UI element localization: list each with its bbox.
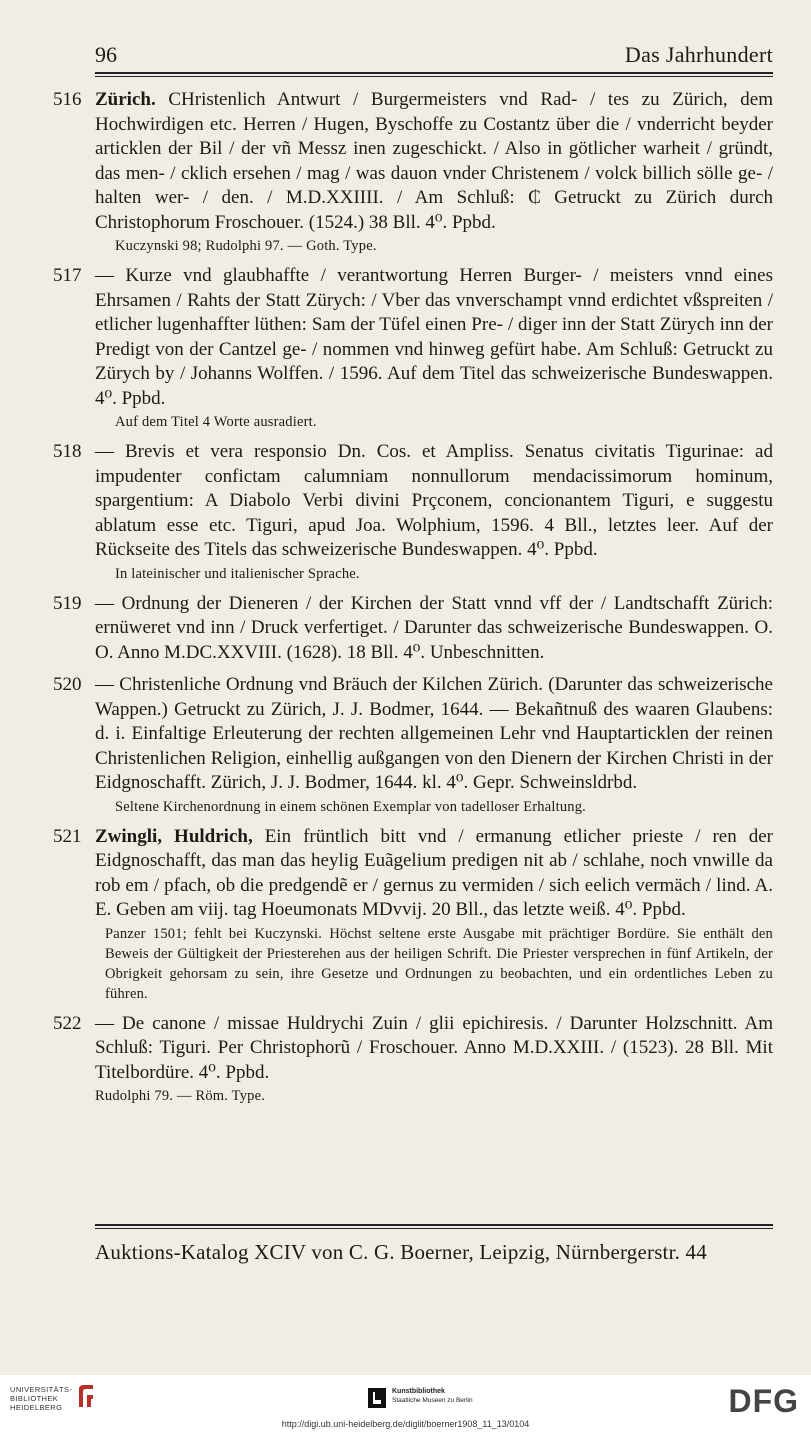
lot-number: 518 (53, 441, 82, 462)
page-number: 96 (95, 42, 117, 67)
header-rule (95, 72, 773, 77)
entry-text (95, 1012, 773, 1086)
running-title: Das Jahrhundert (624, 42, 773, 67)
lot-number: 517 (53, 265, 82, 286)
page-header (95, 38, 773, 72)
catalog-entry (53, 673, 773, 817)
entry-note: Auf dem Titel 4 Worte ausradiert. (115, 414, 317, 430)
kunstbibliothek-logo[interactable] (392, 1387, 473, 1405)
uni-line: BIBLIOTHEK (10, 1394, 59, 1403)
footer-rule (95, 1224, 773, 1229)
catalog-entry (53, 1012, 773, 1107)
catalog-entry (53, 88, 773, 256)
entry-body: — Christenliche Ordnung vnd Bräuch der Kilchen Zürich. (Darunter das schweizerische Wappen.) Getruckt zu Zürich, J. J. Bodmer, 1644. — Bekañtnuß des waaren Glaubens: d. i. Einfaltige Erleuterung der rechten allgemeinen Lehr vnd Hauptarticklen der reinen Christenlichen Religion, einhellig außgangen von den Dienern der Kirchen Christi in der Eidgnoschafft. Zürich, J. J. Bodmer, 1644. kl. 4⁰. Gepr. Schweinsldrbd. (95, 674, 773, 793)
university-library-logo[interactable] (10, 1385, 72, 1412)
entry-text (95, 825, 773, 923)
entry-note: Rudolphi 79. — Röm. Type. (95, 1088, 266, 1104)
source-url[interactable]: http://digi.ub.uni-heidelberg.de/diglit/boerner1908_11_13/0104 (281, 1419, 530, 1429)
uni-line: HEIDELBERG (10, 1403, 63, 1412)
entry-body: Ein früntlich bitt vnd / ermanung etlicher prieste / ren der Eidgnoschafft, das man das heylig Euãgelium predigen nit ab / schlahe, noch vnwille da rob em / pfach, ob die predgendẽ er / gernus zu vermiden / sich eelich vermäch / lind. A. E. Geben am viij. tag Hoeumonats MDvvij. 20 Bll., das letzte weiß. 4⁰. Ppbd. (95, 825, 773, 920)
kunstbibliothek-mark-icon (368, 1388, 386, 1408)
lot-number: 519 (53, 592, 82, 614)
kb-subtitle: Staatliche Museen zu Berlin (392, 1397, 473, 1404)
dfg-logo[interactable]: DFG (728, 1383, 799, 1419)
entry-note: Seltene Kirchenordnung in einem schönen Exemplar von tadelloser Erhaltung. (115, 798, 587, 815)
uni-line: UNIVERSITÄTS- (10, 1385, 73, 1394)
entry-note: Kuczynski 98; Rudolphi 97. — Goth. Type. (115, 238, 377, 254)
lot-number: 520 (53, 674, 82, 695)
kb-title: Kunstbibliothek (392, 1388, 445, 1395)
entry-body: — Ordnung der Dieneren / der Kirchen der Statt vnnd vff der / Landtschafft Zürich: ernüweret vnd inn / Druck verfertiget. / Darunter das schweizerische Bundeswappen. O. O. Anno M.DC.XXVIII. (1628). 18 Bll. 4⁰. Unbeschnitten. (95, 592, 773, 663)
catalog-footer: Auktions-Katalog XCIV von C. G. Boerner, Leipzig, Nürnbergerstr. 44 (95, 1240, 707, 1264)
entry-body: — De canone / missae Huldrychi Zuin / glii epichiresis. / Darunter Holzschnitt. Am Schluß: Tiguri. Per Christophorũ / Froschouer. Anno M.D.XXIII. / (1523). 28 Bll. Mit Titelbordüre. 4⁰. Ppbd. (95, 1012, 773, 1083)
entry-author: Zürich. (95, 89, 156, 110)
lot-number: 522 (53, 1012, 82, 1034)
catalog-entry (53, 592, 773, 666)
catalog-entry (53, 825, 773, 1004)
entry-text (95, 440, 773, 563)
catalog-entry (53, 440, 773, 584)
catalog-entry (53, 264, 773, 432)
entry-text (95, 673, 773, 796)
entry-body: — Kurze vnd glaubhaffte / verantwortung Herren Burger- / meisters vnnd eines Ehrsamen / Rahts der Statt Zürych: / Vber das vnverschampt vnnd erdichtet vßspreiten / etlicher lugenhaffter lüthen: Sam der Tüfel einen Pre- / diger inn der Statt Zürych inn der Predigt von der Cantzel ge- / nommen vnd hinweg gefürt habe. Am Schluß: Getruckt zu Zürych by / Johanns Wolffen. / 1596. Auf dem Titel das schweizerische Bundeswappen. 4⁰. Ppbd. (95, 265, 773, 409)
lot-number: 521 (53, 825, 82, 847)
entry-note: In lateinischer und italienischer Sprache. (115, 565, 360, 582)
university-mark-icon (75, 1383, 97, 1409)
entry-body: CHristenlich Antwurt / Burgermeisters vnd Rad- / tes zu Zürich, dem Hochwirdigen etc. Herren / Hugen, Byschoffe zu Costantz über die / vnderricht beyder articklen der Bil / der vñ Messz inen zugeschickt. / Also in götlicher warheit / gründt, das men- / cklich ersehen / mag / was dauon vnder Christenem / volck billich sölle ge- / halten wer- / den. / M.D.XXIIII. / Am Schluß: ₵ Getruckt zu Zürich durch Christophorum Froschouer. (1524.) 38 Bll. 4⁰. Ppbd. (95, 89, 773, 233)
lot-number: 516 (53, 89, 82, 110)
entry-note: Panzer 1501; fehlt bei Kuczynski. Höchst seltene erste Ausgabe mit prächtiger Bordüre. Sie enthält den Beweis der Gültigkeit der Priesterehen aus der heiligen Schrift. Die Priester versprechen in fünf Artikeln, der Obrigkeit gehorsam zu sein, ihre Gesetze und Ordnungen zu beobachten, und ein ordentliches Leben zu führen. (105, 925, 773, 1002)
entry-text (95, 592, 773, 666)
entry-body: — Brevis et vera responsio Dn. Cos. et Ampliss. Senatus civitatis Tigurinae: ad impudenter confictam calumniam nonnullorum mendacissimorum hominum, spargentium: A Diabolo Verbi divini Prçconem, concionantem Tiguri, e suggestu ablatum esse etc. Tiguri, apud Joa. Wolphium, 1596. 4 Bll., letztes leer. Auf der Rückseite des Titels das schweizerische Bundeswappen. 4⁰. Ppbd. (95, 441, 773, 560)
entry-list (53, 88, 773, 1114)
entry-text (95, 88, 773, 235)
entry-author: Zwingli, Huldrich, (95, 825, 253, 847)
entry-text (95, 264, 773, 411)
